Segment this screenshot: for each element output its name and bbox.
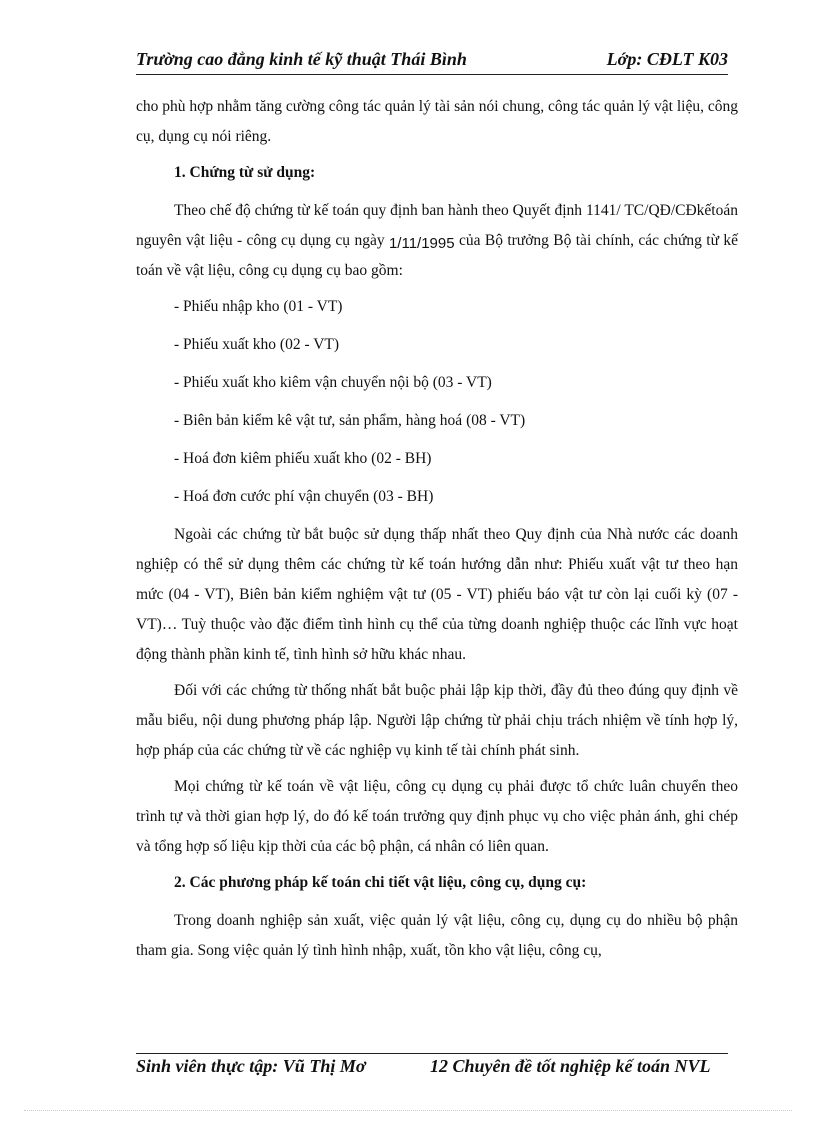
page-header <box>136 48 728 75</box>
paragraph-additional-documents: Ngoài các chứng từ bắt buộc sử dụng thấp nhất theo Quy định của Nhà nước các doanh nghiệp có thể sử dụng thêm các chứng từ kế toán hướng dẫn như: Phiếu xuất vật tư theo hạn mức (04 - VT), Biên bản kiểm nghiệm vật tư (05 - VT) phiếu báo vật tư còn lại cuối kỳ (07 - VT)… Tuỳ thuộc vào đặc điểm tình hình cụ thể của từng doanh nghiệp thuộc các lĩnh vực hoạt động thành phần kinh tế, tình hình sở hữu khác nhau. <box>136 526 738 663</box>
paragraph-detail-methods: Trong doanh nghiệp sản xuất, việc quản lý vật liệu, công cụ, dụng cụ do nhiều bộ phận tham gia. Song việc quản lý tình hình nhập, xuất, tồn kho vật liệu, công cụ, <box>136 912 738 959</box>
paragraph-continuation: cho phù hợp nhằm tăng cường công tác quản lý tài sản nói chung, công tác quản lý vật liệu, công cụ, dụng cụ nói riêng. <box>136 98 738 145</box>
paragraph-regulation-text-start: Theo chế độ chứng từ kế toán quy định ban hành theo Quyết định 1141/ TC/QĐ/CĐkếtoán nguyên vật liệu - công cụ dụng cụ ngày <box>136 202 738 249</box>
list-item: - Biên bản kiểm kê vật tư, sản phẩm, hàng hoá (08 - VT) <box>174 412 526 429</box>
header-class-label: Lớp: CĐLT K03 <box>606 49 728 69</box>
list-item: - Phiếu xuất kho (02 - VT) <box>174 336 340 353</box>
paragraph-regulation-text-end: của Bộ trưởng Bộ tài chính, các chứng từ kế toán về vật liệu, công cụ dụng cụ bao gồm: <box>136 232 738 279</box>
regulation-date: 1/11/1995 <box>388 235 455 252</box>
paragraph-document-circulation: Mọi chứng từ kế toán về vật liệu, công cụ dụng cụ phải được tổ chức luân chuyển theo trình tự và thời gian hợp lý, do đó kế toán trưởng quy định phục vụ cho việc phản ánh, ghi chép và tổng hợp số liệu kịp thời của các bộ phận, cá nhân có liên quan. <box>136 778 738 855</box>
page-bottom-divider <box>24 1110 792 1111</box>
section-heading-2: 2. Các phương pháp kế toán chi tiết vật liệu, công cụ, dụng cụ: <box>174 874 587 891</box>
paragraph-regulation <box>136 196 738 286</box>
footer-student-name: Sinh viên thực tập: Vũ Thị Mơ <box>136 1056 366 1076</box>
list-item: - Phiếu nhập kho (01 - VT) <box>174 298 343 315</box>
header-school-name: Trường cao đẳng kinh tế kỹ thuật Thái Bình <box>136 49 467 69</box>
section-heading-1: 1. Chứng từ sử dụng: <box>174 164 316 181</box>
document-body <box>136 92 738 972</box>
list-item: - Hoá đơn cước phí vận chuyển (03 - BH) <box>174 488 434 505</box>
list-item: - Phiếu xuất kho kiêm vận chuyển nội bộ (03 - VT) <box>174 374 492 391</box>
footer-page-topic: 12 Chuyên đề tốt nghiệp kế toán NVL <box>430 1056 711 1076</box>
list-item: - Hoá đơn kiêm phiếu xuất kho (02 - BH) <box>174 450 432 467</box>
paragraph-mandatory-documents: Đối với các chứng từ thống nhất bắt buộc phải lập kịp thời, đầy đủ theo đúng quy định về mẫu biểu, nội dung phương pháp lập. Người lập chứng từ phải chịu trách nhiệm về tính hợp lý, hợp pháp của các chứng từ về các nghiệp vụ kinh tế tài chính phát sinh. <box>136 682 738 759</box>
page-footer <box>136 1053 728 1080</box>
